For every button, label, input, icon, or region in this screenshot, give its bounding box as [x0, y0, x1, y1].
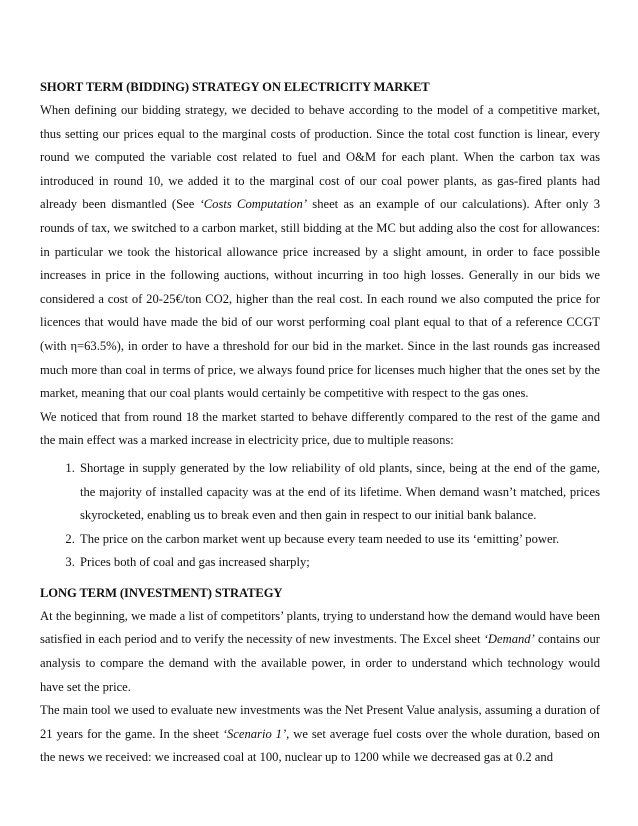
list-item: 3. Prices both of coal and gas increased sharply;	[78, 551, 600, 575]
paragraph-bidding-strategy	[40, 99, 600, 406]
paragraph-npv-analysis	[40, 699, 600, 770]
text-run: At the beginning, we made a list of competitors’ plants, trying to understand how the demand would have been satisfied in each period and to verify the necessity of new investments. The Excel sheet	[40, 608, 600, 647]
text-run: contains our analysis to compare the demand with the available power, in order to understand which technology would have set the price.	[40, 632, 600, 694]
paragraph-round-18: We noticed that from round 18 the market started to behave differently compared to the rest of the game and the main effect was a marked increase in electricity price, due to multiple reasons:	[40, 409, 600, 448]
text-run: The main tool we used to evaluate new investments was the Net Present Value analysis, assuming a duration of 21 years for the game. In the sheet	[40, 703, 600, 741]
sheet-reference-costs-computation: ‘Costs Computation’	[199, 197, 308, 212]
section-heading-short-term: SHORT TERM (BIDDING) STRATEGY ON ELECTRICITY MARKET	[40, 80, 430, 94]
paragraph-investment-beginning	[40, 605, 600, 699]
list-item: 2. The price on the carbon market went up because every team needed to use its ‘emitting’ power.	[78, 528, 600, 552]
document-content	[40, 76, 600, 770]
text-run: When defining our bidding strategy, we decided to behave according to the model of a competitive market, thus setting our prices equal to the marginal costs of production. Since the total cost function is linear, every round we computed the variable cost related to fuel and O&M for each plant. When the carbon tax was introduced in round 10, we added it to the marginal cost of our coal power plants, as gas-fired plants had already been dismantled (See	[40, 103, 600, 212]
text-run: sheet as an example of our calculations). After only 3 rounds of tax, we switched to a carbon market, still bidding at the MC but adding also the cost for allowances: in particular we took the historical allowance price increased by a slight amount, in order to face possible increases in price in the following auctions, without incurring in too high losses. Generally in our bids we considered a cost of 20-25€/ton CO2, higher than the real cost. In each round we also computed the price for licences that would have made the bid of our worst performing coal plant equal to that of a reference CCGT (with η=63.5%), in order to have a threshold for our bid in the market. Since in the last rounds gas increased much more than coal in terms of price, we always found price for licenses much higher that the ones set by the market, meaning that our coal plants would certainly be competitive with respect to the gas ones.	[40, 197, 600, 401]
sheet-reference-demand: ‘Demand’	[483, 632, 535, 647]
text-run: , we set average fuel costs over the whole duration, based on the news we received: we increased coal at 100, nuclear up to 1200 while we decreased gas at 0.2 and	[40, 726, 600, 765]
sheet-reference-scenario-1: ‘Scenario 1’	[222, 726, 287, 741]
reasons-list	[40, 457, 600, 575]
list-item: 1. Shortage in supply generated by the low reliability of old plants, since, being at the end of the game, the majority of installed capacity was at the end of its lifetime. When demand wasn’t matched, prices skyrocketed, enabling us to break even and then gain in respect to our initial bank balance.	[78, 457, 600, 528]
section-heading-long-term: LONG TERM (INVESTMENT) STRATEGY	[40, 585, 283, 600]
